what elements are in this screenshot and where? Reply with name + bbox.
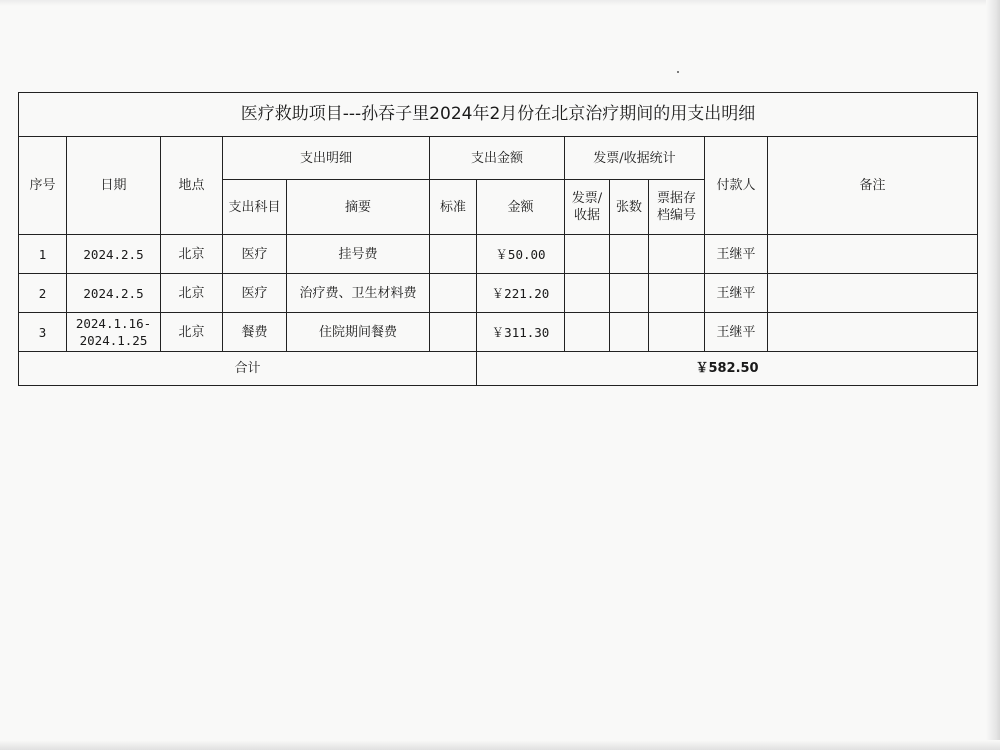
- header-place: 地点: [161, 137, 223, 235]
- row-amount: ￥50.00: [477, 235, 565, 274]
- row-count: [610, 313, 649, 352]
- header-seq: 序号: [19, 137, 67, 235]
- header-expense-amount: 支出金额: [430, 137, 565, 180]
- scan-shadow-right: [986, 0, 1000, 750]
- row-place: 北京: [161, 274, 223, 313]
- header-archive-no: [649, 180, 705, 235]
- row-amount: ￥221.20: [477, 274, 565, 313]
- header-date: 日期: [67, 137, 161, 235]
- row-count: [610, 274, 649, 313]
- row-payer: 王继平: [705, 313, 768, 352]
- scan-speck: [677, 71, 679, 73]
- scan-shadow-top: [0, 0, 1000, 6]
- title-row: [19, 93, 978, 137]
- header-standard: 标准: [430, 180, 477, 235]
- expense-ledger-table: [18, 92, 978, 386]
- row-summary: 住院期间餐费: [287, 313, 430, 352]
- header-expense-category: 支出科目: [223, 180, 287, 235]
- row-category: 餐费: [223, 313, 287, 352]
- header-archive-no-line2: 档编号: [656, 208, 696, 223]
- row-place: 北京: [161, 313, 223, 352]
- row-seq: 2: [19, 274, 67, 313]
- row-seq: 1: [19, 235, 67, 274]
- row-remark: [768, 313, 978, 352]
- total-row: [19, 352, 978, 386]
- header-expense-detail: 支出明细: [223, 137, 430, 180]
- row-amount: ￥311.30: [477, 313, 565, 352]
- header-invoice-receipt-line2: 收据: [573, 208, 600, 223]
- row-payer: 王继平: [705, 274, 768, 313]
- table-title: 医疗救助项目---孙吞子里2024年2月份在北京治疗期间的用支出明细: [19, 93, 978, 137]
- row-summary: 治疗费、卫生材料费: [287, 274, 430, 313]
- row-date-line1: 2024.1.16-: [75, 316, 152, 331]
- row-invoice: [565, 313, 610, 352]
- header-summary: 摘要: [287, 180, 430, 235]
- table-row: [19, 274, 978, 313]
- row-date-line2: 2024.1.25: [79, 333, 148, 348]
- table-row: [19, 235, 978, 274]
- row-place: 北京: [161, 235, 223, 274]
- row-standard: [430, 313, 477, 352]
- header-invoice-receipt-line1: 发票/: [571, 191, 603, 206]
- row-archive-no: [649, 274, 705, 313]
- table-row: [19, 313, 978, 352]
- header-amount: 金额: [477, 180, 565, 235]
- row-payer: 王继平: [705, 235, 768, 274]
- row-standard: [430, 235, 477, 274]
- header-invoice-receipt: [565, 180, 610, 235]
- scan-shadow-bottom: [0, 740, 1000, 750]
- header-remarks: 备注: [768, 137, 978, 235]
- row-invoice: [565, 235, 610, 274]
- row-invoice: [565, 274, 610, 313]
- row-date: 2024.2.5: [67, 235, 161, 274]
- total-amount: ￥582.50: [477, 352, 978, 386]
- header-archive-no-line1: 票据存: [656, 191, 696, 206]
- row-summary: 挂号费: [287, 235, 430, 274]
- row-archive-no: [649, 313, 705, 352]
- row-category: 医疗: [223, 235, 287, 274]
- header-invoice-stats: 发票/收据统计: [565, 137, 705, 180]
- row-archive-no: [649, 235, 705, 274]
- header-sheet-count: 张数: [610, 180, 649, 235]
- row-remark: [768, 235, 978, 274]
- row-remark: [768, 274, 978, 313]
- header-payer: 付款人: [705, 137, 768, 235]
- row-standard: [430, 274, 477, 313]
- header-row-1: [19, 137, 978, 180]
- row-count: [610, 235, 649, 274]
- row-date: 2024.2.5: [67, 274, 161, 313]
- total-label: 合计: [19, 352, 477, 386]
- row-seq: 3: [19, 313, 67, 352]
- row-category: 医疗: [223, 274, 287, 313]
- row-date: [67, 313, 161, 352]
